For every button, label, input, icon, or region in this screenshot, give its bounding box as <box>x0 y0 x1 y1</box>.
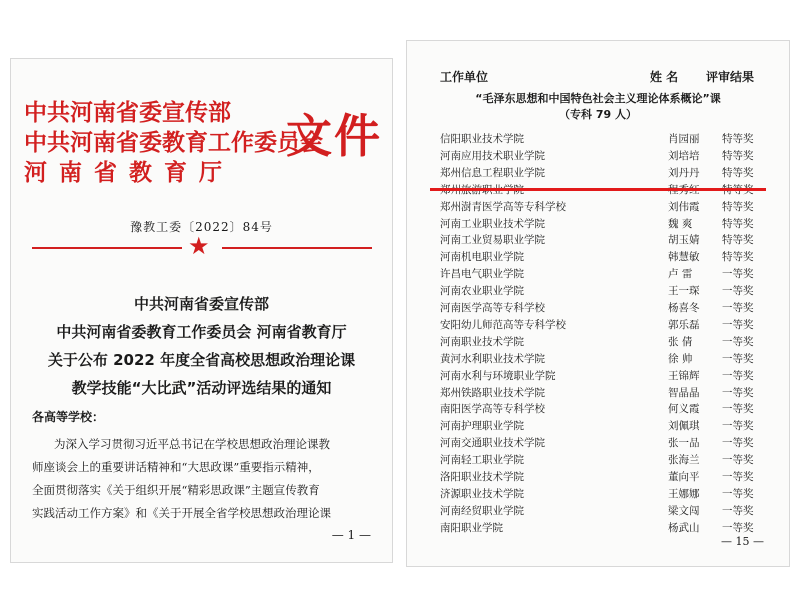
table-row <box>430 519 770 537</box>
table-row <box>430 485 770 503</box>
cell-name: 刘佩琪 <box>668 420 700 433</box>
cell-unit: 安阳幼儿师范高等专科学校 <box>440 318 566 331</box>
cell-unit: 河南护理职业学院 <box>440 420 524 433</box>
cell-result: 一等奖 <box>722 268 754 281</box>
cell-result: 一等奖 <box>722 487 754 500</box>
cell-result: 一等奖 <box>722 403 754 416</box>
cell-unit: 郑州信息工程职业学院 <box>440 166 545 179</box>
cell-name: 肖园丽 <box>668 133 700 145</box>
cell-name: 刘丹丹 <box>668 166 700 179</box>
cell-result: 一等奖 <box>722 318 754 331</box>
table-row <box>430 384 770 402</box>
table-row <box>430 130 770 148</box>
cell-result: 一等奖 <box>722 335 754 348</box>
cell-result: 一等奖 <box>722 504 754 517</box>
cell-unit: 黄河水利职业技术学院 <box>440 352 545 365</box>
document-page-left <box>10 58 393 563</box>
cell-result: 特等奖 <box>722 166 754 179</box>
salutation: 各高等学校： <box>32 410 105 424</box>
table-row <box>430 367 770 385</box>
table-row <box>430 468 770 486</box>
cell-name: 魏 爽 <box>668 217 693 230</box>
cell-unit: 河南工业贸易职业学院 <box>440 234 545 247</box>
issuer-name: 河南省教育厅 <box>24 160 234 186</box>
cell-name: 卢 雷 <box>668 268 693 281</box>
issuer-name: 中共河南省委宣传部 <box>24 100 231 126</box>
cell-unit: 洛阳职业技术学院 <box>440 471 524 483</box>
cell-result: 特等奖 <box>722 234 754 247</box>
table-row <box>430 434 770 452</box>
highlight-underline <box>430 188 766 191</box>
cell-unit: 河南医学高等专科学校 <box>440 302 545 314</box>
cell-name: 梁文闯 <box>668 504 700 517</box>
cell-result: 特等奖 <box>722 133 754 145</box>
table-row <box>430 451 770 469</box>
document-label: 文件 <box>286 109 382 163</box>
cell-result: 一等奖 <box>722 454 754 467</box>
document-number: 豫教工委〔2022〕84号 <box>130 220 273 234</box>
cell-unit: 济源职业技术学院 <box>440 487 524 500</box>
cell-name: 杨喜冬 <box>668 302 700 314</box>
cell-name: 董向平 <box>668 471 700 483</box>
cell-name: 智晶晶 <box>668 386 700 399</box>
cell-unit: 河南轻工职业学院 <box>440 454 524 467</box>
cell-name: 徐 帅 <box>668 352 693 365</box>
table-row <box>430 215 770 233</box>
cell-result: 特等奖 <box>722 200 754 213</box>
table-row <box>430 147 770 165</box>
cell-unit: 河南农业职业学院 <box>440 285 524 298</box>
cell-unit: 南阳职业学院 <box>440 521 503 534</box>
notice-title-line: 中共河南省委教育工作委员会 河南省教育厅 <box>56 323 347 341</box>
page-number: — 15 — <box>721 535 764 548</box>
cell-result: 特等奖 <box>722 217 754 230</box>
issuer-name: 中共河南省委教育工作委员会 <box>24 130 323 156</box>
star-icon: ★ <box>188 232 210 260</box>
notice-title-line: 中共河南省委宣传部 <box>133 295 269 313</box>
cell-unit: 河南交通职业技术学院 <box>440 437 545 450</box>
cell-result: 一等奖 <box>722 369 754 382</box>
body-text-line: 师座谈会上的重要讲话精神和“大思政课”重要指示精神， <box>32 460 320 474</box>
body-text-line: 为深入学习贯彻习近平总书记在学校思想政治理论课教 <box>54 437 330 451</box>
red-divider-left <box>32 247 182 249</box>
cell-unit: 信阳职业技术学院 <box>440 133 524 145</box>
cell-name: 张 倩 <box>668 335 693 348</box>
cell-name: 张一品 <box>668 437 700 450</box>
table-row <box>430 316 770 334</box>
cell-result: 一等奖 <box>722 285 754 298</box>
cell-name: 张海兰 <box>668 454 700 467</box>
table-row <box>430 198 770 216</box>
cell-unit: 河南机电职业学院 <box>440 251 524 264</box>
cell-result: 一等奖 <box>722 352 754 365</box>
category-title: “毛泽东思想和中国特色社会主义理论体系概论”课 <box>475 92 721 105</box>
cell-unit: 许昌电气职业学院 <box>440 268 524 281</box>
cell-unit: 河南经贸职业学院 <box>440 504 524 517</box>
table-row <box>430 417 770 435</box>
table-row <box>430 231 770 249</box>
column-header-result: 评审结果 <box>706 70 755 84</box>
cell-name: 王一琛 <box>668 285 700 298</box>
cell-name: 郭乐磊 <box>668 318 700 331</box>
table-row <box>430 265 770 283</box>
cell-unit: 郑州澍青医学高等专科学校 <box>440 200 566 213</box>
cell-name: 王锦辉 <box>668 369 700 382</box>
table-row <box>430 400 770 418</box>
column-header-unit: 工作单位 <box>440 70 489 84</box>
cell-name: 何义霞 <box>668 403 700 416</box>
table-row <box>430 299 770 317</box>
cell-name: 韩慧敏 <box>668 251 700 264</box>
cell-name: 刘伟霞 <box>668 200 700 213</box>
red-divider-right <box>222 247 372 249</box>
cell-unit: 郑州铁路职业技术学院 <box>440 386 545 399</box>
cell-name: 刘培培 <box>668 149 700 162</box>
table-row <box>430 282 770 300</box>
cell-result: 特等奖 <box>722 251 754 264</box>
table-row <box>430 502 770 520</box>
cell-result: 一等奖 <box>722 521 754 534</box>
table-row <box>430 350 770 368</box>
document-page-right <box>406 40 790 567</box>
cell-result: 一等奖 <box>722 420 754 433</box>
cell-result: 一等奖 <box>722 302 754 314</box>
cell-name: 杨武山 <box>668 521 700 534</box>
cell-result: 一等奖 <box>722 471 754 483</box>
table-row <box>430 333 770 351</box>
body-text-line: 实践活动工作方案》和《关于开展全省学校思想政治理论课 <box>32 506 331 520</box>
cell-name: 胡玉婧 <box>668 234 700 247</box>
cell-unit: 南阳医学高等专科学校 <box>440 403 545 416</box>
body-text-line: 全面贯彻落实《关于组织开展“精彩思政课”主题宣传教育 <box>32 483 320 497</box>
table-row <box>430 164 770 182</box>
cell-result: 特等奖 <box>722 149 754 162</box>
cell-name: 王娜娜 <box>668 487 700 500</box>
category-subtitle: （专科 79 人） <box>559 108 637 121</box>
notice-title-line: 关于公布 2022 年度全省高校思想政治理论课 <box>47 351 356 369</box>
cell-unit: 河南水利与环境职业学院 <box>440 369 556 382</box>
cell-unit: 河南工业职业技术学院 <box>440 217 545 230</box>
cell-result: 一等奖 <box>722 437 754 450</box>
column-header-name: 姓 名 <box>650 70 679 84</box>
page-number: — 1 — <box>331 528 371 542</box>
cell-unit: 河南职业技术学院 <box>440 335 524 348</box>
cell-unit: 河南应用技术职业学院 <box>440 149 545 162</box>
issuer-block <box>24 98 323 188</box>
notice-title-line: 教学技能“大比武”活动评选结果的通知 <box>71 379 332 397</box>
cell-result: 一等奖 <box>722 386 754 399</box>
table-row <box>430 248 770 266</box>
